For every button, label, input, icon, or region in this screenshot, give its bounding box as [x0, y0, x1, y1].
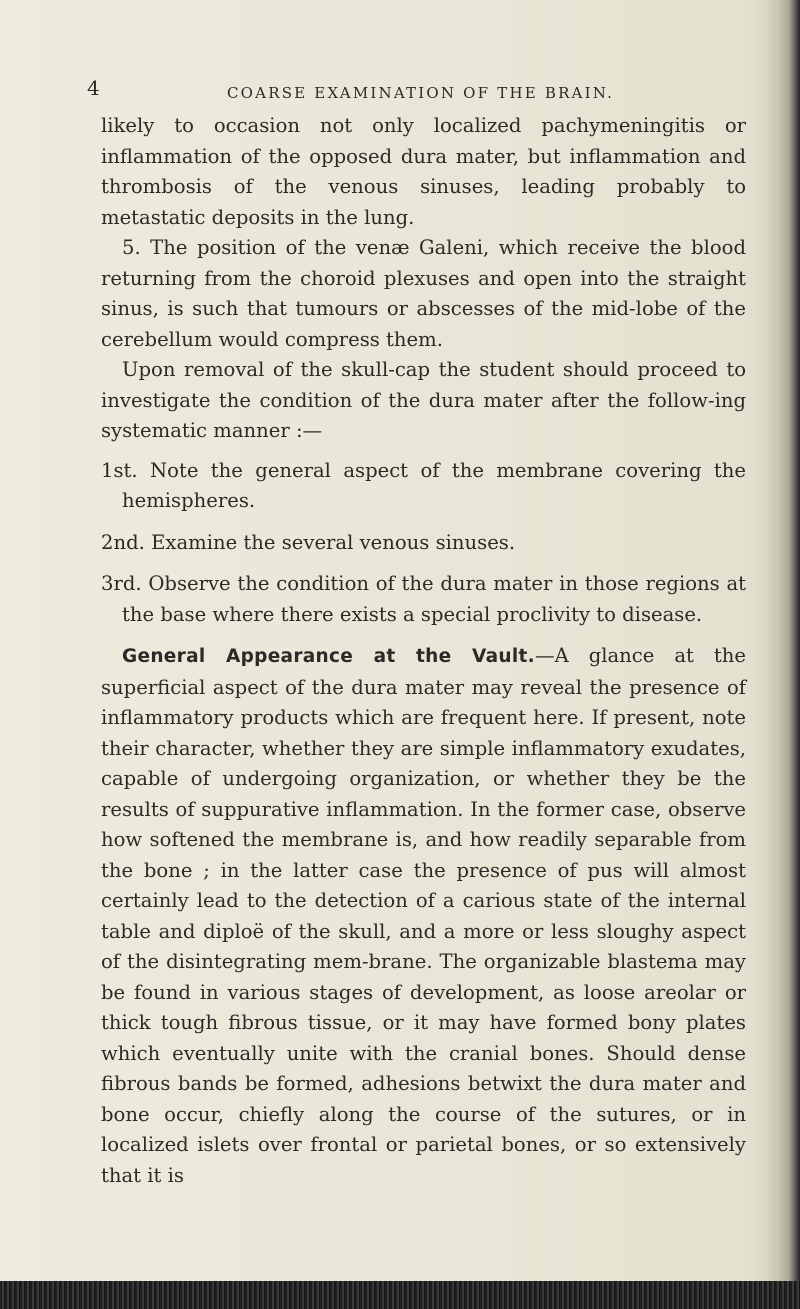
page-number: 4: [87, 76, 100, 100]
body-text: [101, 111, 746, 1191]
paragraph-skull-cap: Upon removal of the skull-cap the student should proceed to investigate the condition of the dura mater after the follow-ing systematic manner :—: [101, 358, 746, 442]
paragraph-continuation: likely to occasion not only localized pachymeningitis or inflammation of the opposed dura mater, but inflammation and thrombosis of the venous sinuses, leading probably to metastatic deposits in the lung.: [101, 114, 746, 229]
list-item: [101, 569, 746, 630]
paragraph-venae-galeni: 5. The position of the venæ Galeni, which receive the blood returning from the choroid plexuses and open into the straight sinus, is such that tumours or abscesses of the mid-lobe of the cerebellum would compress them.: [101, 236, 746, 351]
list-item-text: Note the general aspect of the membrane covering the hemispheres.: [122, 458, 746, 512]
section-title: General Appearance at the Vault.: [122, 646, 535, 667]
list-item: [101, 528, 746, 559]
list-item-text: Examine the several venous sinuses.: [151, 530, 516, 554]
list-item-label: 2nd.: [101, 530, 145, 554]
list-item: [101, 456, 746, 517]
book-spine-shadow: [764, 0, 800, 1309]
list-item-label: 3rd.: [101, 572, 142, 595]
list-item-label: 1st.: [101, 458, 138, 482]
page-header: [87, 76, 737, 106]
section-general-appearance: [101, 641, 746, 1191]
procedure-list: [101, 456, 746, 631]
page-bottom-edge: [0, 1281, 800, 1309]
list-item-text: Observe the condition of the dura mater in those regions at the base where there exists a special proclivity to disease.: [122, 572, 746, 626]
running-title: COARSE EXAMINATION OF THE BRAIN.: [227, 84, 615, 102]
section-text: —A glance at the superficial aspect of the dura mater may reveal the presence of inflammatory products which are frequent here. If present, note their character, whether they are simple inflammatory exudates, capable of undergoing organization, or whether they be the results of suppurative inflammation. In the former case, observe how softened the membrane is, and how readily separable from the bone ; in the latter case the presence of pus will almost certainly lead to the detection of a carious state of the internal table and diploë of the skull, and a more or less sloughy aspect of the disintegrating mem-brane. The organizable blastema may be found in various stages of development, as loose areolar or thick tough fibrous tissue, or it may have formed bony plates which eventually unite with the cranial bones. Should dense fibrous bands be formed, adhesions betwixt the dura mater and bone occur, chiefly along the course of the sutures, or in localized islets over frontal or parietal bones, or so extensively that it is: [101, 644, 746, 1187]
